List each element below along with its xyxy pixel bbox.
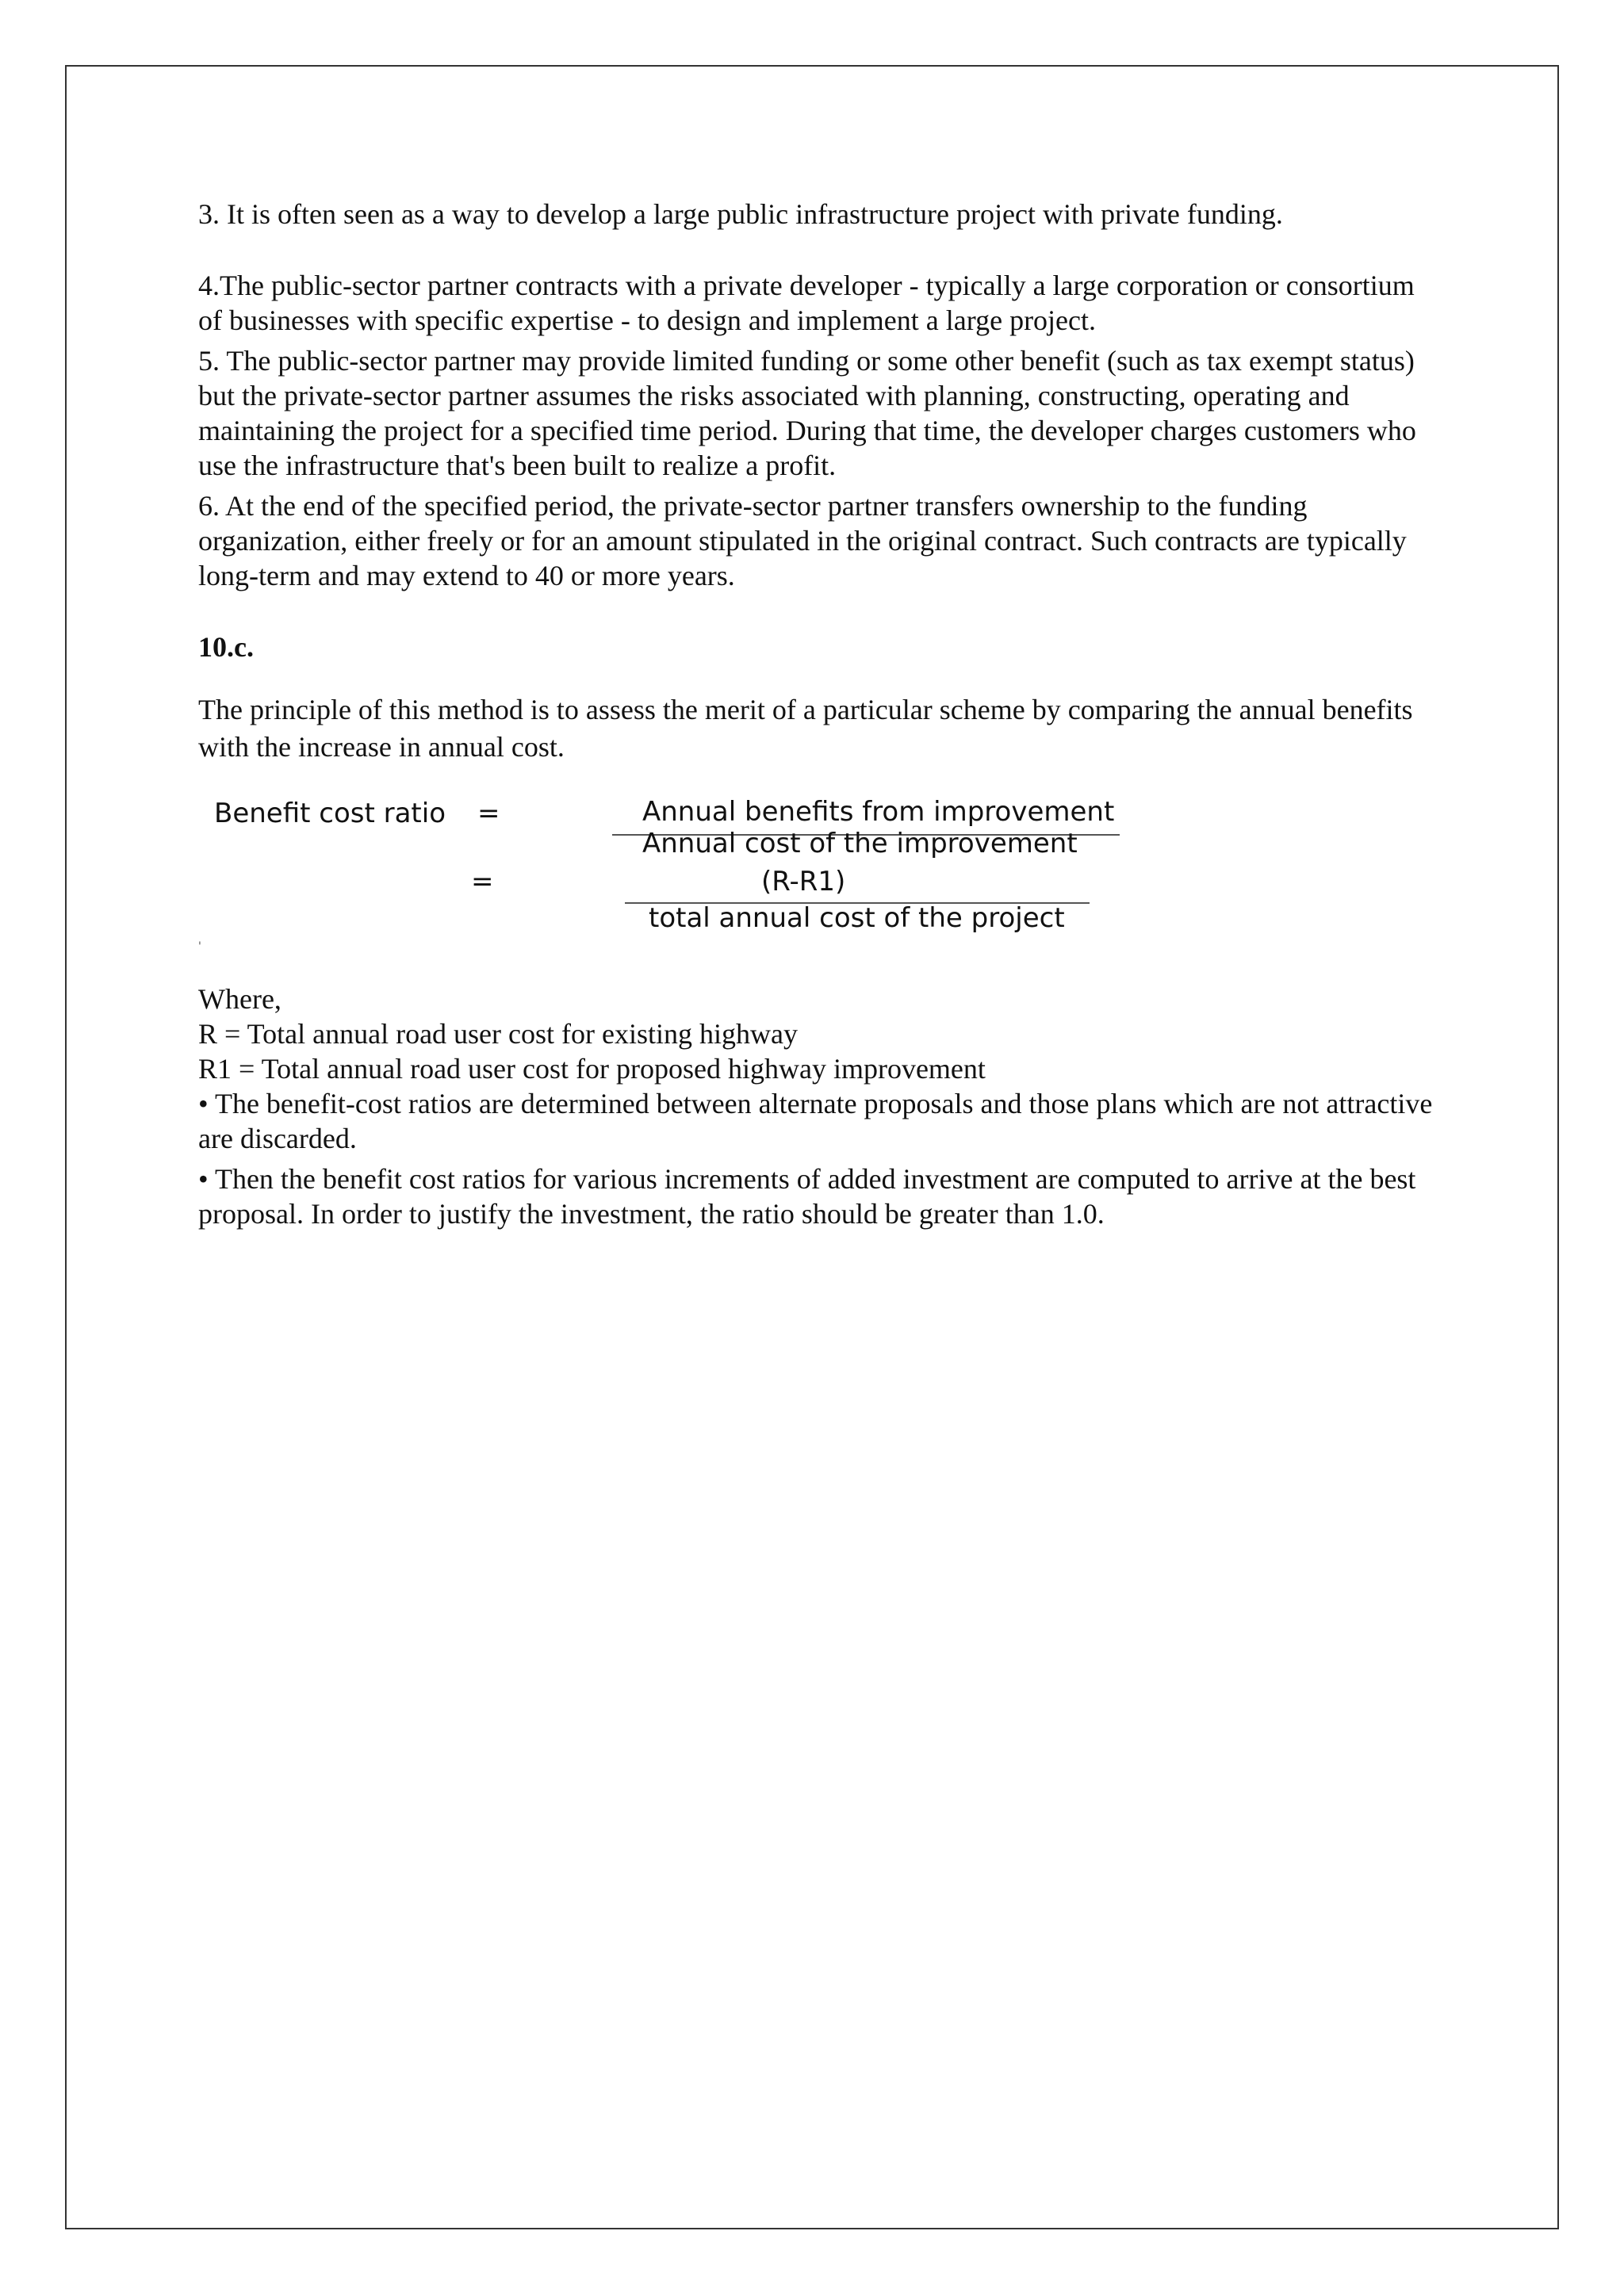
- equals-sign-2: =: [471, 866, 494, 897]
- definitions-block: [198, 982, 1443, 1231]
- denominator-1: Annual cost of the improvement: [642, 828, 1078, 859]
- paragraph-6: 6. At the end of the specified period, the private-sector partner transfers ownership to the funding organization, either freely or for an amount stipulated in the original contract. Such contracts are typically long-term and may extend to 40 or more years.: [198, 490, 1407, 591]
- benefit-cost-ratio-formula: [198, 785, 1189, 967]
- bullet-item-1: • The benefit-cost ratios are determined between alternate proposals and those plans which are not attractive are discarded.: [198, 1088, 1433, 1154]
- numerator-1: Annual benefits from improvement: [642, 796, 1115, 828]
- denominator-2: total annual cost of the project: [649, 902, 1065, 934]
- principle-paragraph: The principle of this method is to assess the merit of a particular scheme by comparing the annual benefits with the increase in annual cost.: [198, 694, 1413, 763]
- where-intro: Where,: [198, 983, 282, 1015]
- formula-label: Benefit cost ratio: [214, 798, 446, 829]
- definition-r: R = Total annual road user cost for existing highway: [198, 1018, 798, 1050]
- paragraph-4: 4.The public-sector partner contracts with a private developer - typically a large corporation or consortium of businesses with specific expertise - to design and implement a large project.: [198, 270, 1415, 336]
- paragraph-3: 3. It is often seen as a way to develop a large public infrastructure project with private funding.: [198, 198, 1283, 230]
- paragraph-5: 5. The public-sector partner may provide limited funding or some other benefit (such as tax exempt status) but the private-sector partner assumes the risks associated with planning, constructing, operating and maintaining the project for a specified time period. During that time, the developer charges customers who use the infrastructure that's been built to realize a profit.: [198, 345, 1416, 481]
- numerator-2: (R-R1): [761, 866, 846, 897]
- bullet-item-2: • Then the benefit cost ratios for various increments of added investment are computed to arrive at the best proposal. In order to justify the investment, the ratio should be greater than 1.0.: [198, 1163, 1416, 1230]
- definition-r1: R1 = Total annual road user cost for proposed highway improvement: [198, 1053, 986, 1085]
- body-text: [198, 197, 1443, 766]
- equals-sign-1: =: [477, 798, 500, 829]
- stray-mark: ': [198, 940, 201, 953]
- section-heading: 10.c.: [198, 631, 254, 663]
